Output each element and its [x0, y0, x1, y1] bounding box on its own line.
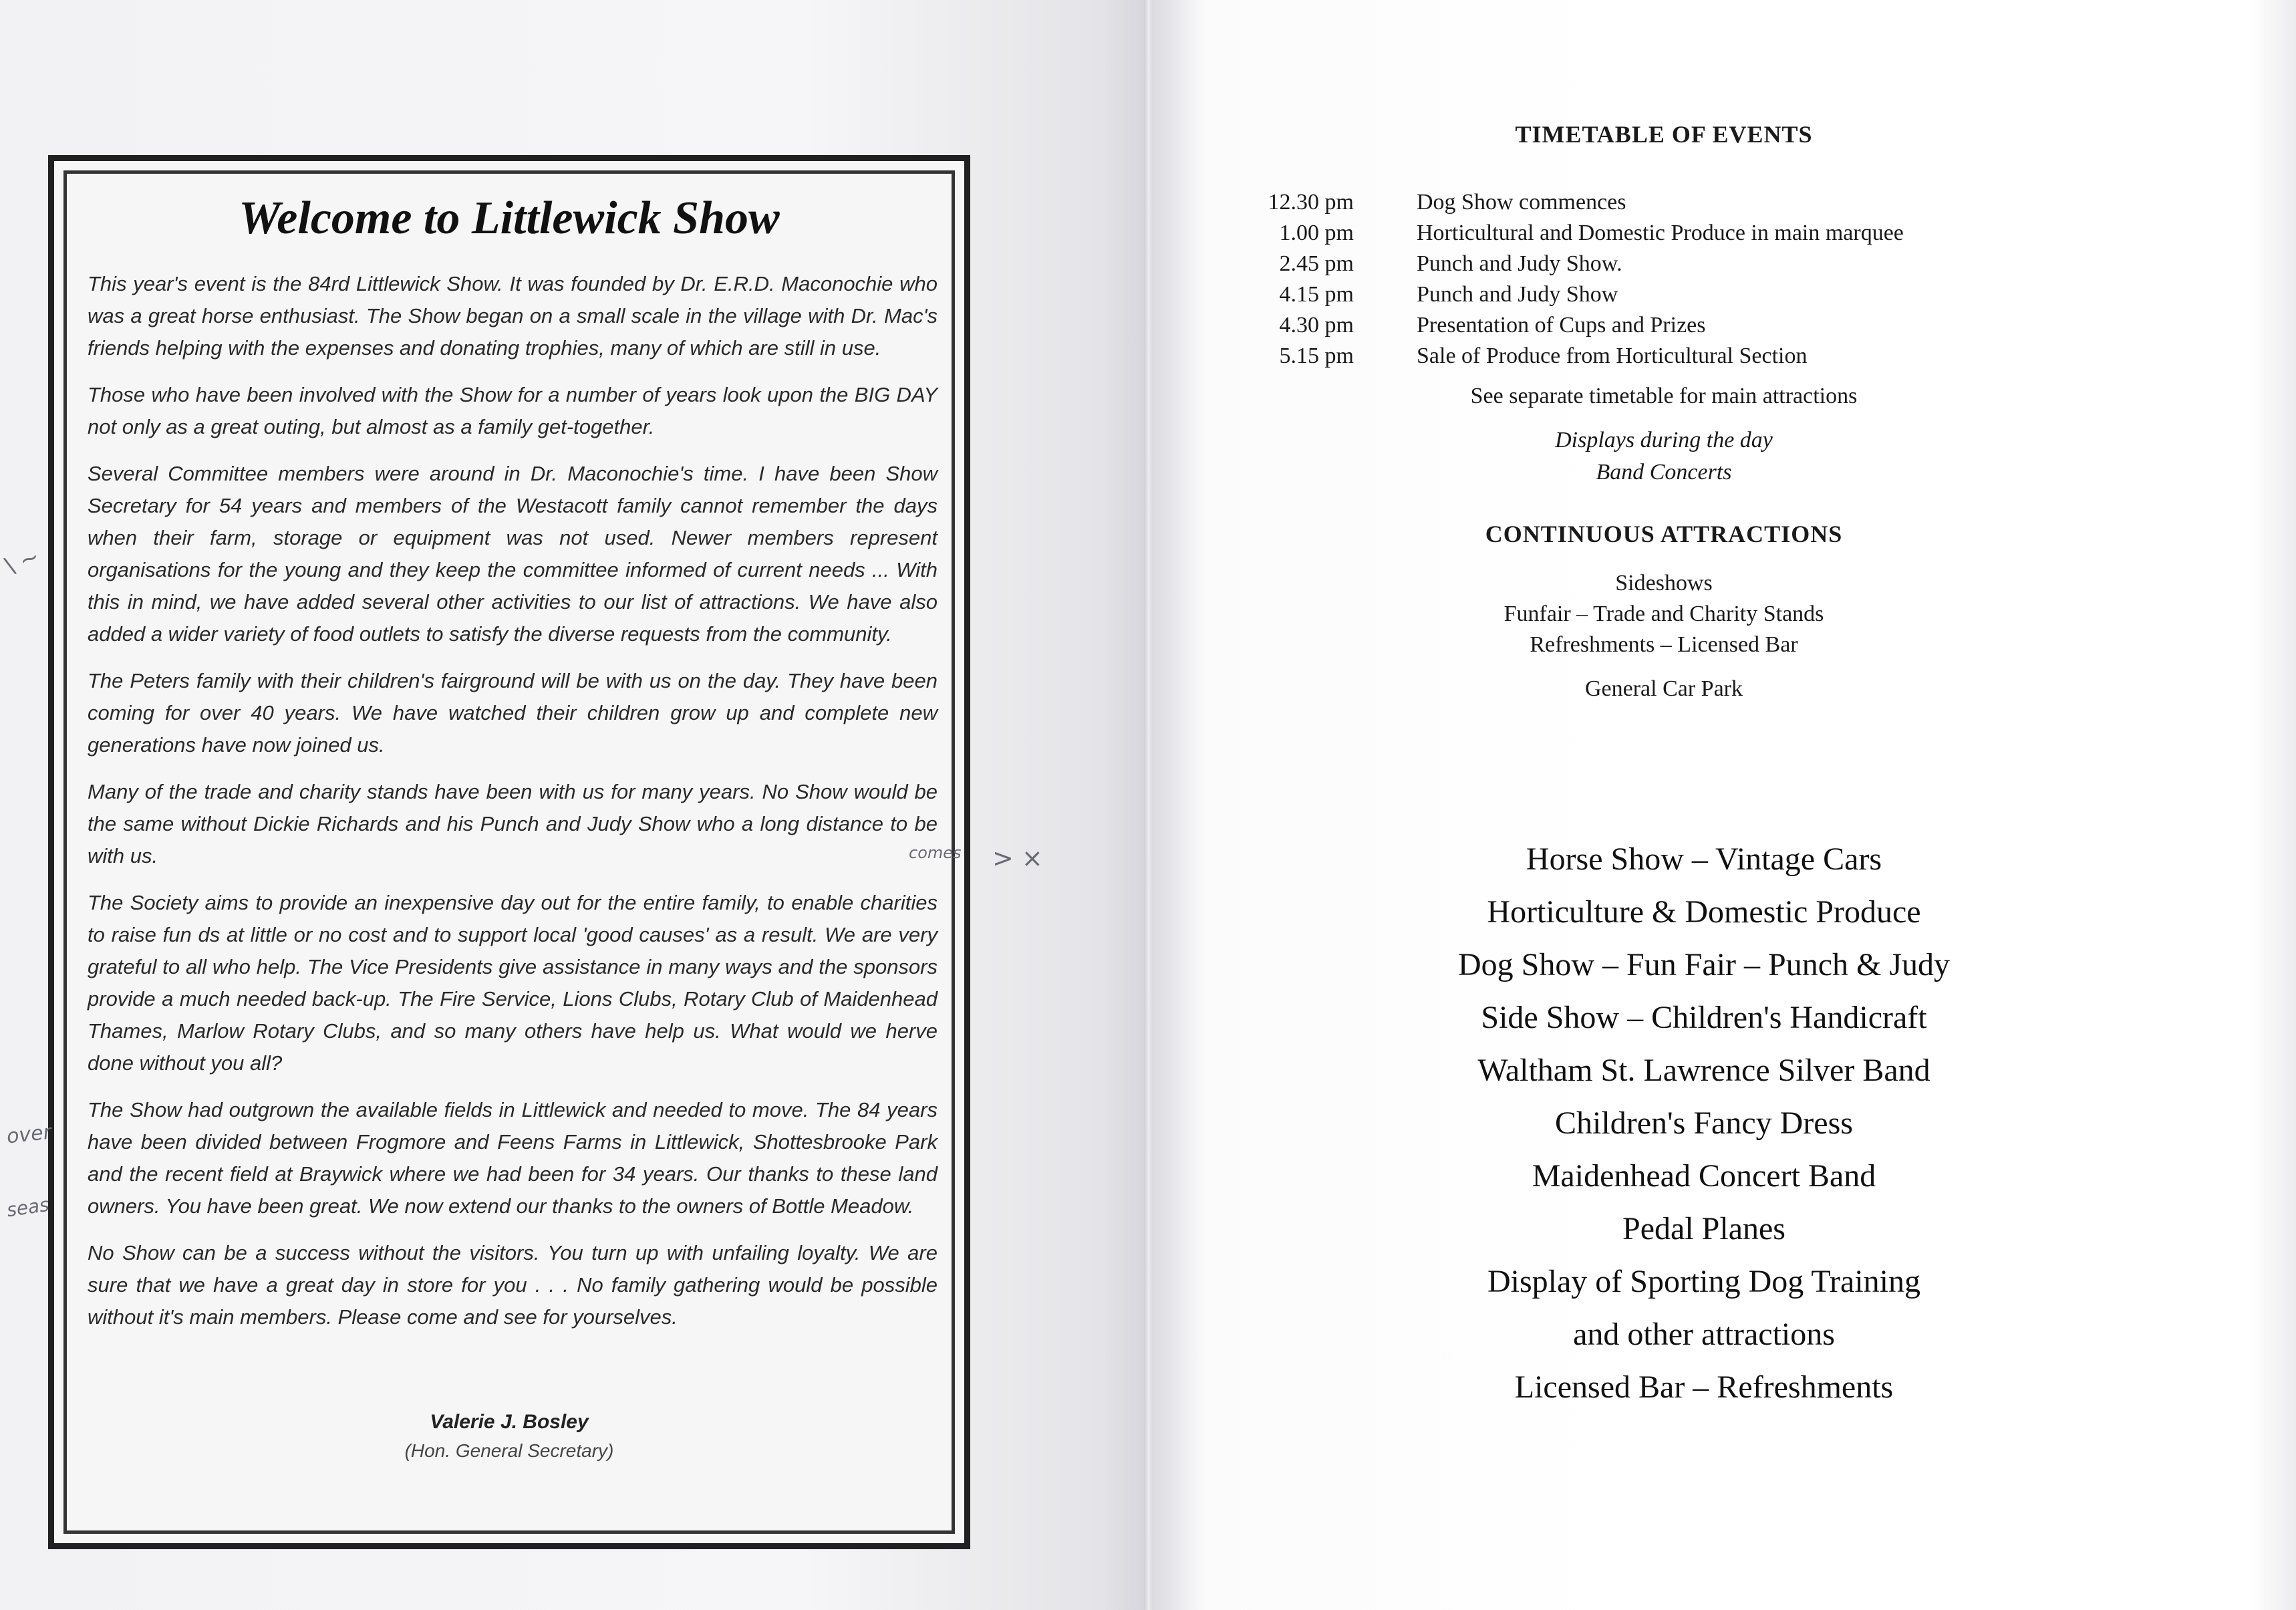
timetable-event: Horticultural and Domestic Produce in main marquee — [1417, 221, 1904, 245]
attraction-line: Horse Show – Vintage Cars — [1526, 841, 1882, 877]
car-park-label: General Car Park — [1584, 676, 1743, 701]
attraction-line: and other attractions — [1573, 1317, 1835, 1352]
continuous-item: Funfair – Trade and Charity Stands — [1503, 601, 1824, 626]
timetable-row — [1243, 344, 2112, 374]
continuous-item: Sideshows — [1615, 571, 1713, 595]
welcome-body — [88, 268, 938, 1348]
welcome-title: Welcome to Littlewick Show — [239, 192, 780, 244]
margin-tick-icon: \ ~ — [1, 543, 43, 580]
margin-mark-icon: > × — [992, 843, 1043, 873]
handwritten-note-comes: comes — [909, 843, 962, 862]
timetable-time: 4.30 pm — [1279, 313, 1354, 338]
signature-role: (Hon. General Secretary) — [404, 1440, 614, 1461]
welcome-paragraph: The Peters family with their children's fairground will be with us on the day. They have been coming for over 40 years. We have watched their children grow up and complete new generations have now joined us. — [88, 669, 938, 757]
welcome-paragraph: Those who have been involved with the Show for a number of years look upon the BIG DAY not only as a great outing, but almost as a family get-together. — [88, 383, 938, 438]
timetable-time: 1.00 pm — [1279, 221, 1354, 245]
welcome-paragraph: The Society aims to provide an inexpensive day out for the entire family, to enable charities to raise fun ds at little or no cost and to support local 'good causes' as a result. We are very grateful to all who help. The Vice Presidents give assistance in many ways and the sponsors provide a much needed back-up. The Fire Service, Lions Clubs, Rotary Club of Maidenhead Thames, Marlow Rotary Clubs, and so many others have help us. What would we herve done without you all? — [88, 891, 938, 1075]
welcome-paragraph: Many of the trade and charity stands have been with us for many years. No Show would be the same without Dickie Richards and his Punch and Judy Show who a long distance to be with us. — [88, 780, 938, 867]
displays-label: Displays during the day — [1555, 428, 1773, 452]
attraction-line: Display of Sporting Dog Training — [1487, 1264, 1921, 1299]
timetable-row — [1243, 190, 2112, 221]
attraction-line: Side Show – Children's Handicraft — [1481, 1000, 1927, 1035]
booklet-spine — [1144, 0, 1153, 1610]
timetable-time: 12.30 pm — [1268, 190, 1354, 215]
attraction-line: Maidenhead Concert Band — [1532, 1158, 1876, 1194]
timetable-event: Dog Show commences — [1417, 190, 1626, 215]
timetable-time: 2.45 pm — [1279, 251, 1354, 276]
welcome-paragraph: The Show had outgrown the available fields in Littlewick and needed to move. The 84 years have been divided between Frogmore and Feens Farms in Littlewick, Shottesbrooke Park and the recent field at Braywick where we had been for 34 years. Our thanks to these land owners. You have been great. We now extend our thanks to the owners of Bottle Meadow. — [88, 1098, 938, 1218]
welcome-paragraph: No Show can be a success without the visitors. You turn up with unfailing loyalty. We are sure that we have a great day in store for you . . . No family gathering would be possible without it's main members. Please come and see for yourselves. — [88, 1241, 938, 1329]
welcome-paragraph: This year's event is the 84rd Littlewick Show. It was founded by Dr. E.R.D. Maconochie who was a great horse enthusiast. The Show began on a small scale in the village with Dr. Mac's friends helping with the expenses and donating trophies, many of which are still in use. — [88, 272, 938, 360]
welcome-paragraph: Several Committee members were around in Dr. Maconochie's time. I have been Show Secretary for 54 years and members of the Westacott family cannot remember the days when their farm, storage or equipment was not used. Newer members represent organisations for the young and they keep the committee informed of current needs ... With this in mind, we have added several other activities to our list of attractions. We have also added a wider variety of food outlets to satisfy the diverse requests from the community. — [88, 462, 938, 646]
continuous-item: Refreshments – Licensed Bar — [1530, 632, 1798, 657]
signature-block — [54, 1411, 964, 1462]
timetable-event: Punch and Judy Show — [1417, 282, 1618, 307]
attraction-line: Children's Fancy Dress — [1555, 1105, 1853, 1141]
attraction-line: Dog Show – Fun Fair – Punch & Judy — [1457, 947, 1951, 982]
timetable-event: Sale of Produce from Horticultural Section — [1417, 344, 1808, 368]
welcome-frame — [48, 155, 970, 1549]
timetable-note: See separate timetable for main attractions — [1470, 384, 1858, 408]
attraction-line: Waltham St. Lawrence Silver Band — [1477, 1053, 1930, 1088]
timetable-row — [1243, 221, 2112, 251]
handwritten-note-seas: seas — [5, 1193, 51, 1222]
timetable-time: 4.15 pm — [1279, 282, 1354, 307]
timetable-time: 5.15 pm — [1279, 344, 1354, 368]
timetable-row — [1243, 282, 2112, 313]
attraction-line: Licensed Bar – Refreshments — [1514, 1369, 1894, 1405]
timetable-row — [1243, 313, 2112, 344]
band-concerts-label: Band Concerts — [1596, 460, 1732, 485]
attraction-line: Pedal Planes — [1622, 1211, 1785, 1246]
timetable-title: TIMETABLE OF EVENTS — [1515, 121, 1813, 148]
continuous-title: CONTINUOUS ATTRACTIONS — [1485, 521, 1843, 547]
timetable-event: Presentation of Cups and Prizes — [1417, 313, 1706, 338]
handwritten-note-over: over — [5, 1120, 53, 1149]
signature-name: Valerie J. Bosley — [430, 1411, 589, 1433]
attraction-line: Horticulture & Domestic Produce — [1487, 894, 1921, 930]
timetable-event: Punch and Judy Show. — [1417, 251, 1622, 276]
timetable-row — [1243, 251, 2112, 282]
